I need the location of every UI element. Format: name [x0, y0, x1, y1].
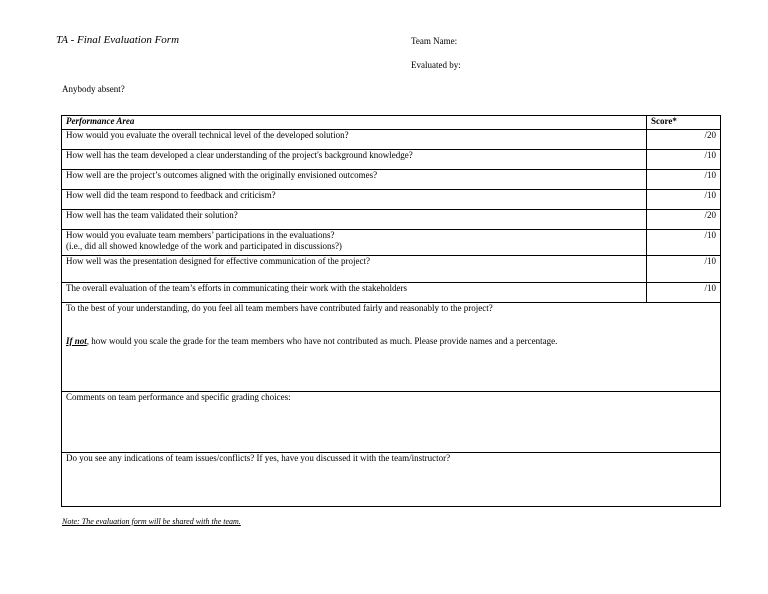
score-cell[interactable]: /10: [647, 283, 721, 303]
table-row: [62, 190, 721, 210]
table-row: [62, 210, 721, 230]
comments-cell[interactable]: [62, 392, 721, 453]
question-text-line2: (i.e., did all showed knowledge of the work and participated in discussions?): [66, 241, 342, 251]
question-cell: [62, 130, 647, 150]
question-text: How would you evaluate team members’ participations in the evaluations?: [66, 230, 335, 240]
absent-label: Anybody absent?: [62, 84, 125, 94]
table-row: [62, 256, 721, 283]
table-row: [62, 130, 721, 150]
question-cell: [62, 210, 647, 230]
question-cell: [62, 170, 647, 190]
score-cell[interactable]: /20: [647, 130, 721, 150]
score-cell[interactable]: /10: [647, 256, 721, 283]
score-cell[interactable]: /10: [647, 150, 721, 170]
if-not-line: [66, 336, 716, 347]
table-row: [62, 170, 721, 190]
team-name-label: Team Name:: [411, 36, 458, 46]
question-text: How well was the presentation designed for effective communication of the project?: [66, 256, 370, 266]
issues-row: [62, 453, 721, 507]
table-row: [62, 150, 721, 170]
question-text: How would you evaluate the overall technical level of the developed solution?: [66, 130, 349, 140]
question-cell: [62, 150, 647, 170]
question-text: How well are the project’s outcomes aligned with the originally envisioned outcomes?: [66, 170, 378, 180]
comments-row: [62, 392, 721, 453]
question-cell: [62, 190, 647, 210]
evaluation-table: [61, 115, 721, 507]
question-cell: [62, 283, 647, 303]
column-header-performance-area: Performance Area: [62, 116, 647, 130]
score-cell[interactable]: /10: [647, 230, 721, 256]
if-not-label: If not: [66, 336, 87, 346]
question-cell: [62, 230, 647, 256]
evaluated-by-label: Evaluated by:: [411, 60, 461, 70]
issues-label: Do you see any indications of team issues/conflicts? If yes, have you discussed it with the team/instructor?: [66, 453, 451, 463]
table-row: [62, 230, 721, 256]
table-row: [62, 283, 721, 303]
column-header-score: Score*: [647, 116, 721, 130]
question-text: How well has the team developed a clear understanding of the project's background knowledge?: [66, 150, 413, 160]
question-cell: [62, 256, 647, 283]
if-not-text: , how would you scale the grade for the team members who have not contributed as much. Please provide names and a percentage.: [86, 336, 558, 346]
score-cell[interactable]: /10: [647, 170, 721, 190]
issues-cell[interactable]: [62, 453, 721, 507]
form-title: TA - Final Evaluation Form: [56, 34, 180, 46]
contribution-question: To the best of your understanding, do you feel all team members have contributed fairly and reasonably to the project?: [66, 303, 493, 313]
score-cell[interactable]: /20: [647, 210, 721, 230]
score-cell[interactable]: /10: [647, 190, 721, 210]
contribution-row: [62, 303, 721, 392]
footer-note: Note: The evaluation form will be shared with the team.: [62, 517, 241, 526]
question-text: How well did the team respond to feedback and criticism?: [66, 190, 276, 200]
table-header-row: [62, 116, 721, 130]
comments-label: Comments on team performance and specific grading choices:: [66, 392, 291, 402]
contribution-cell[interactable]: [62, 303, 721, 392]
question-text: How well has the team validated their solution?: [66, 210, 238, 220]
question-text: The overall evaluation of the team’s efforts in communicating their work with the stakeholders: [66, 283, 407, 293]
